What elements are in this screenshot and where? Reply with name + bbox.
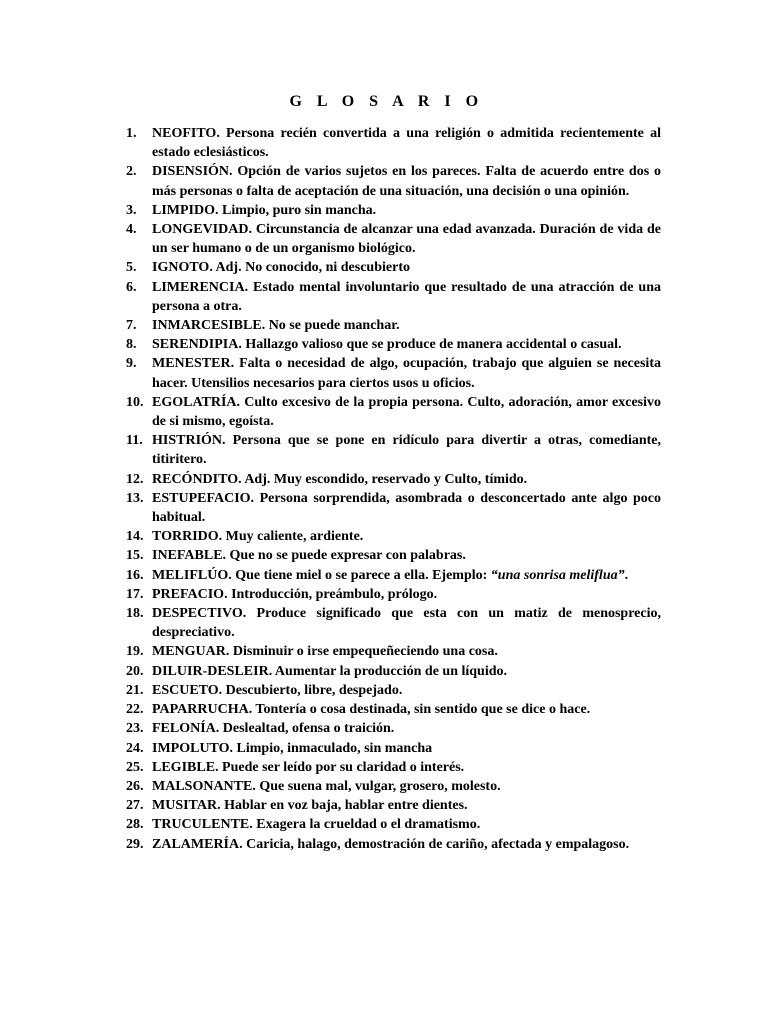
entry-number: 14. [126, 529, 144, 545]
entry-text: DILUIR-DESLEIR. Aumentar la producción de un líquido. [152, 663, 508, 679]
glossary-entry [126, 585, 661, 604]
entry-number: 26. [126, 778, 144, 794]
entry-number: 6. [126, 279, 137, 295]
entry-number: 27. [126, 798, 144, 814]
entry-text: SERENDIPIA. Hallazgo valioso que se produce de manera accidental o casual. [152, 337, 622, 353]
entry-text: MALSONANTE. Que suena mal, vulgar, grosero, molesto. [152, 778, 501, 794]
glossary-entry [126, 835, 661, 854]
entry-number: 13. [126, 490, 144, 506]
entry-text: MENGUAR. Disminuir o irse empequeñeciendo una cosa. [152, 644, 498, 660]
entry-number: 2. [126, 164, 137, 180]
glossary-entry [126, 777, 661, 796]
entry-text: MENESTER. Falta o necesidad de algo, ocupación, trabajo que alguien se necesita hacer. Utensilios necesarios para ciertos usos u oficios. [152, 356, 661, 391]
entry-number: 18. [126, 606, 144, 622]
glossary-entry [126, 335, 661, 354]
entry-text: FELONÍA. Deslealtad, ofensa o traición. [152, 721, 395, 737]
entry-text: TORRIDO. Muy caliente, ardiente. [152, 529, 364, 545]
entry-text: RECÓNDITO. Adj. Muy escondido, reservado y Culto, tímido. [152, 471, 528, 487]
entry-number: 16. [126, 567, 144, 583]
entry-text: IGNOTO. Adj. No conocido, ni descubierto [152, 260, 410, 276]
glossary-entry [126, 124, 661, 162]
glossary-entry [126, 662, 661, 681]
entry-text: ESCUETO. Descubierto, libre, despejado. [152, 682, 403, 698]
entry-text: MUSITAR. Hablar en voz baja, hablar entre dientes. [152, 798, 468, 814]
glossary-entry [126, 220, 661, 258]
entry-text: ZALAMERÍA. Caricia, halago, demostración de cariño, afectada y empalagoso. [152, 836, 630, 852]
glossary-entry [126, 470, 661, 489]
page-title: G L O S A R I O [289, 93, 484, 110]
entry-text: DISENSIÓN. Opción de varios sujetos en los pareces. Falta de acuerdo entre dos o más personas o falta de aceptación de una situación, una decisión o una opinión. [152, 164, 661, 199]
glossary-entry [126, 758, 661, 777]
glossary-entry [126, 527, 661, 546]
glossary-entry [126, 796, 661, 815]
glossary-entry [126, 354, 661, 392]
entry-number: 17. [126, 586, 144, 602]
glossary-entry [126, 258, 661, 277]
glossary-entry [126, 604, 661, 642]
entry-number: 15. [126, 548, 144, 564]
glossary-entry [126, 546, 661, 565]
glossary-entry [126, 278, 661, 316]
entry-text: LEGIBLE. Puede ser leído por su claridad o interés. [152, 759, 465, 775]
entry-number: 12. [126, 471, 144, 487]
entry-text: ESTUPEFACIO. Persona sorprendida, asombrada o desconcertado ante algo poco habitual. [152, 490, 661, 526]
entry-text: INEFABLE. Que no se puede expresar con palabras. [152, 548, 466, 564]
entry-number: 3. [126, 202, 137, 218]
glossary-entry [126, 201, 661, 220]
entry-text-tail: . [624, 567, 629, 583]
glossary-entry [126, 162, 661, 200]
entry-number: 11. [126, 433, 143, 449]
entry-number: 25. [126, 759, 144, 775]
entry-text: LONGEVIDAD. Circunstancia de alcanzar una edad avanzada. Duración de vida de un ser humano o de un organismo biológico. [152, 222, 661, 257]
entry-number: 9. [126, 356, 137, 372]
entry-number: 19. [126, 644, 144, 660]
entry-text: EGOLATRÍA. Culto excesivo de la propia persona. Culto, adoración, amor excesivo de si mismo, egoísta. [152, 394, 661, 430]
entry-text: LIMERENCIA. Estado mental involuntario que resultado de una atracción de una persona a otra. [152, 279, 661, 314]
entry-number: 28. [126, 817, 144, 833]
entry-number: 20. [126, 663, 144, 679]
entry-number: 8. [126, 337, 137, 353]
glossary-entry [126, 719, 661, 738]
entry-number: 29. [126, 836, 144, 852]
glossary-entry [126, 681, 661, 700]
glossary-entry [126, 431, 661, 469]
entry-number: 5. [126, 260, 137, 276]
glossary-entry [126, 566, 661, 585]
entry-text: LIMPIDO. Limpio, puro sin mancha. [152, 202, 377, 218]
entry-text: MELIFLÚO. Que tiene miel o se parece a ella. Ejemplo: [152, 567, 491, 583]
glossary-entry [126, 739, 661, 758]
glossary-entry [126, 642, 661, 661]
entry-text: NEOFITO. Persona recién convertida a una religión o admitida recientemente al estado eclesiásticos. [152, 126, 661, 161]
entry-number: 1. [126, 126, 137, 141]
entry-text: PREFACIO. Introducción, preámbulo, prólogo. [152, 586, 438, 602]
entry-text: PAPARRUCHA. Tontería o cosa destinada, sin sentido que se dice o hace. [152, 702, 591, 718]
glossary-entry [126, 316, 661, 335]
glossary-entry [126, 489, 661, 527]
entry-text: HISTRIÓN. Persona que se pone en ridículo para divertir a otras, comediante, titiritero. [152, 433, 661, 468]
glossary-entry [126, 393, 661, 431]
glossary-entry [126, 815, 661, 834]
entry-number: 21. [126, 682, 144, 698]
entry-text: IMPOLUTO. Limpio, inmaculado, sin mancha [152, 740, 433, 756]
entry-example: “una sonrisa meliflua” [490, 567, 625, 583]
entry-number: 4. [126, 222, 137, 238]
entry-number: 10. [126, 394, 144, 410]
glossary-entry [126, 700, 661, 719]
entry-number: 22. [126, 702, 144, 718]
entry-text: INMARCESIBLE. No se puede manchar. [152, 318, 400, 334]
entry-number: 24. [126, 740, 144, 756]
entry-number: 7. [126, 318, 137, 334]
entry-text: DESPECTIVO. Produce significado que esta con un matiz de menosprecio, despreciativo. [152, 606, 661, 641]
entry-number: 23. [126, 721, 144, 737]
glossary-list [126, 124, 661, 854]
entry-text: TRUCULENTE. Exagera la crueldad o el dramatismo. [152, 817, 481, 833]
